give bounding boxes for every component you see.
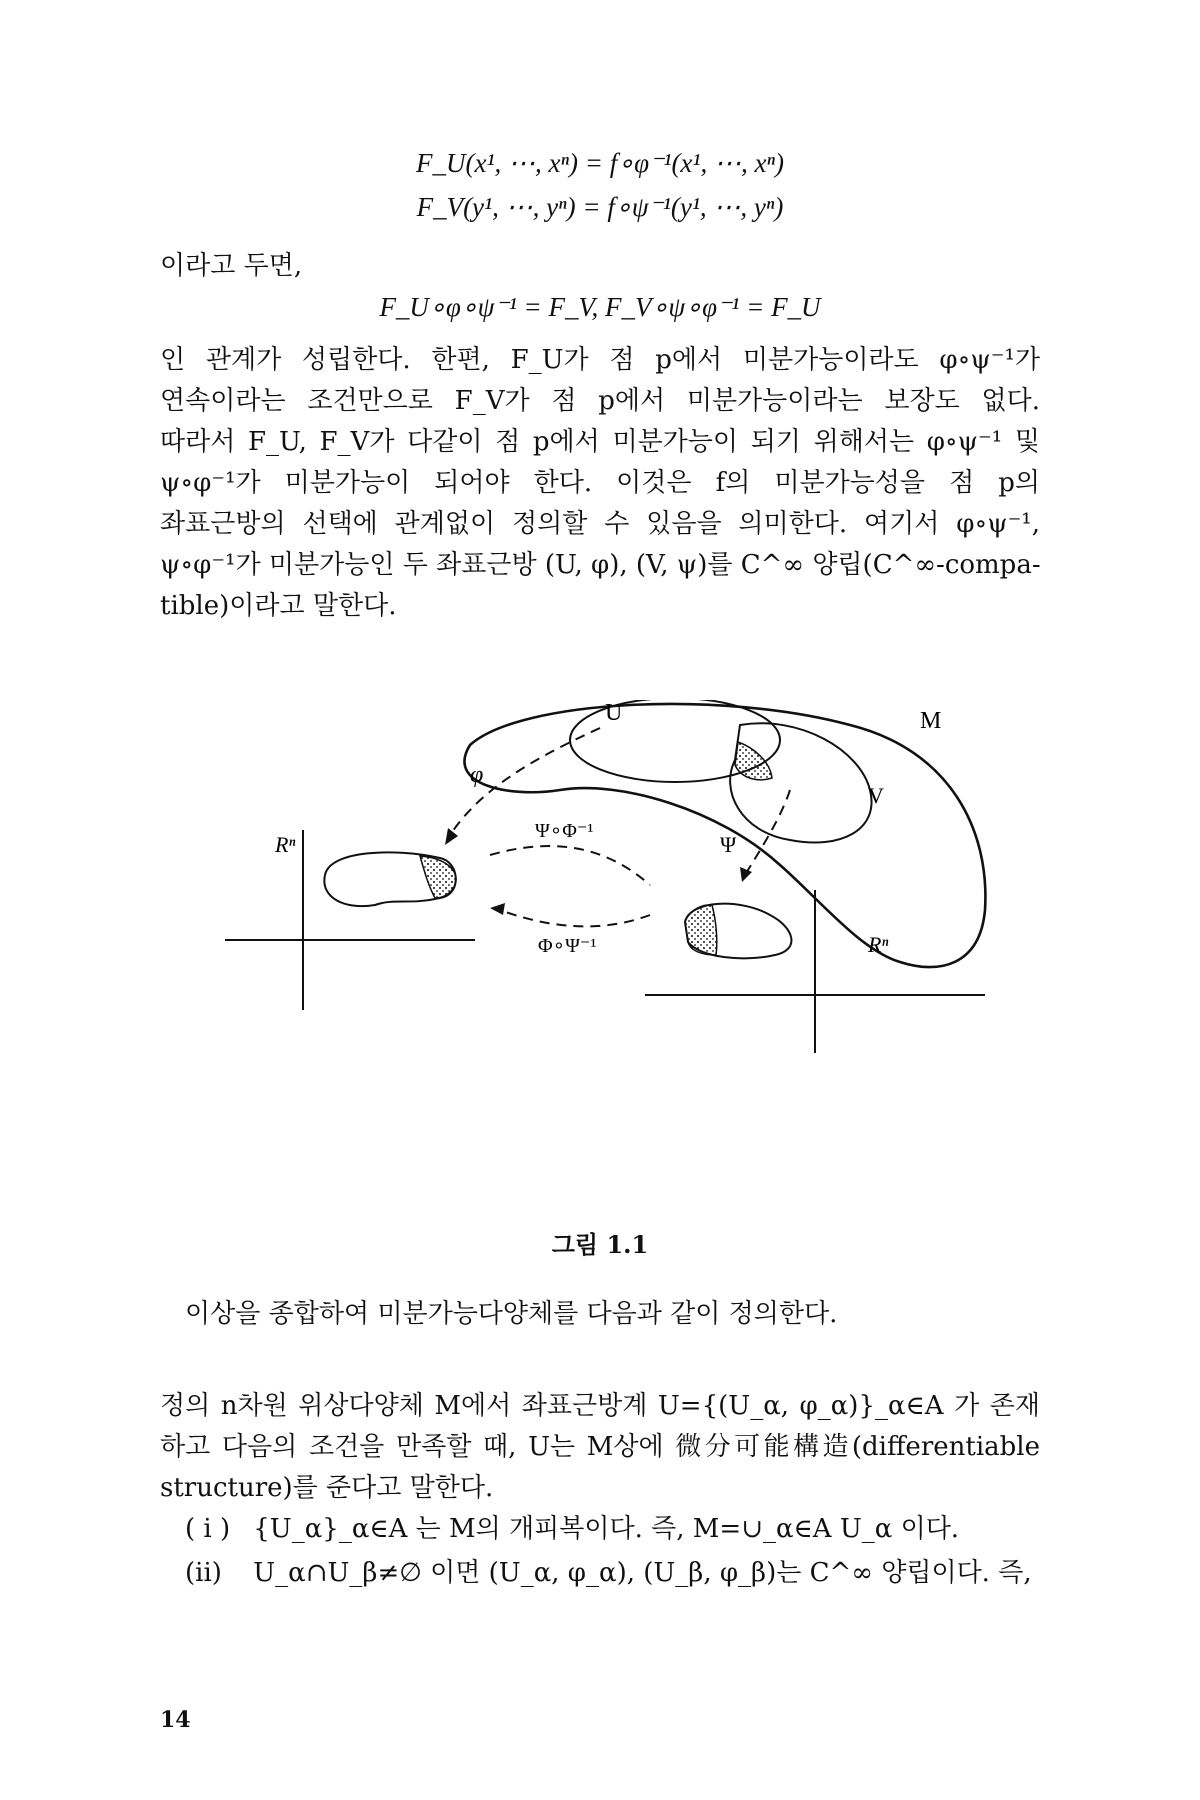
summary-paragraph bbox=[185, 1294, 1040, 1335]
paragraph-line: 연속이라는 조건만으로 F_V가 점 p에서 미분가능이라는 보장도 없다. bbox=[160, 386, 1040, 416]
arrow-psi-head bbox=[740, 867, 752, 882]
intro-line bbox=[160, 246, 1040, 287]
paragraph-line: 따라서 F_U, F_V가 다같이 점 p에서 미분가능이 되기 위해서는 φ∘ψ⁻¹ 및 bbox=[160, 427, 1040, 457]
summary-text: 이상을 종합하여 미분가능다양체를 다음과 같이 정의한다. bbox=[185, 1299, 838, 1329]
condition-number: (ii) bbox=[185, 1558, 222, 1588]
label-m: M bbox=[920, 708, 942, 734]
paragraph-line: ψ∘φ⁻¹가 미분가능이 되어야 한다. 이것은 f의 미분가능성을 점 p의 bbox=[160, 468, 1040, 498]
intro-text: 이라고 두면, bbox=[160, 251, 303, 281]
paragraph-line: ψ∘φ⁻¹가 미분가능인 두 좌표근방 (U, φ), (V, ψ)를 C^∞ 양립(C^∞-compa- bbox=[160, 550, 1041, 580]
definition-line: structure)를 준다고 말한다. bbox=[160, 1473, 494, 1503]
paragraph-line: 좌표근방의 선택에 관계없이 정의할 수 있음을 의미한다. 여기서 φ∘ψ⁻¹, bbox=[160, 509, 1040, 539]
condition-text: U_α∩U_β≠∅ 이면 (U_α, φ_α), (U_β, φ_β)는 C^∞ 양립이다. 즉, bbox=[253, 1558, 1032, 1588]
label-u: U bbox=[605, 700, 623, 726]
page-number: 14 bbox=[160, 1707, 191, 1733]
definition-line: 하고 다음의 조건을 만족할 때, U는 M상에 微分可能構造(differentiable bbox=[160, 1432, 1040, 1462]
equation-fv: F_V(y¹, ⋯, yⁿ) = f∘ψ⁻¹(y¹, ⋯, yⁿ) bbox=[416, 192, 784, 222]
condition-item-2 bbox=[185, 1552, 1032, 1589]
figure-manifold-charts bbox=[0, 700, 1200, 1220]
arrow-phi-head bbox=[445, 828, 458, 845]
paragraph-compatibility bbox=[160, 340, 1040, 627]
arrow-phi-psi-inv bbox=[500, 910, 650, 926]
definition-line: 정의 n차원 위상다양체 M에서 좌표근방계 U={(U_α, φ_α)}_α∈A 가 존재 bbox=[160, 1391, 1040, 1421]
label-v: V bbox=[868, 783, 884, 808]
paragraph-line: tible)이라고 말한다. bbox=[160, 591, 397, 621]
paragraph-line: 인 관계가 성립한다. 한편, F_U가 점 p에서 미분가능이라도 φ∘ψ⁻¹가 bbox=[160, 345, 1040, 375]
equation-relation: F_U∘φ∘ψ⁻¹ = F_V, F_V∘ψ∘φ⁻¹ = F_U bbox=[379, 292, 821, 322]
chart-overlap-left bbox=[420, 856, 456, 898]
label-phi-psi-inv: Φ∘Ψ⁻¹ bbox=[538, 935, 597, 957]
label-phi: φ bbox=[470, 762, 484, 788]
condition-item-1 bbox=[185, 1508, 959, 1545]
label-psi-phi-inv: Ψ∘Φ⁻¹ bbox=[535, 820, 594, 842]
arrow-psi-phi-inv bbox=[490, 846, 650, 885]
arrow-phi-psi-inv-head bbox=[490, 903, 505, 915]
figure-caption: 그림 1.1 bbox=[551, 1230, 649, 1259]
condition-number: ( i ) bbox=[185, 1514, 231, 1544]
region-v bbox=[730, 723, 871, 842]
definition-paragraph bbox=[160, 1386, 1040, 1509]
condition-text: {U_α}_α∈A 는 M의 개피복이다. 즉, M=∪_α∈A U_α 이다. bbox=[253, 1514, 960, 1544]
label-rn-right: Rⁿ bbox=[868, 932, 889, 957]
label-psi: Ψ bbox=[720, 832, 737, 857]
equation-fu: F_U(x¹, ⋯, xⁿ) = f∘φ⁻¹(x¹, ⋯, xⁿ) bbox=[416, 148, 784, 178]
label-rn-left: Rⁿ bbox=[275, 832, 296, 857]
figure-diagram bbox=[0, 700, 1200, 1220]
